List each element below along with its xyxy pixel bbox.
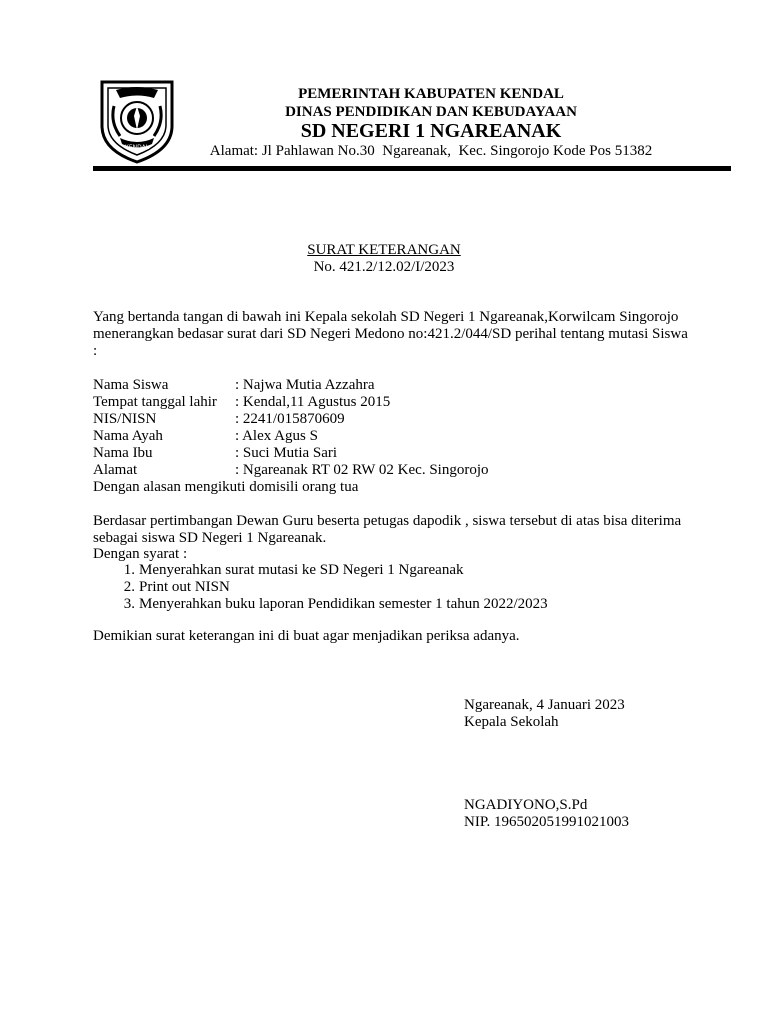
field-row-student-name <box>93 377 489 394</box>
svg-text:KENDAL: KENDAL <box>124 144 150 151</box>
closing-statement: Demikian surat keterangan ini di buat agar menjadikan periksa adanya. <box>93 628 520 644</box>
list-item <box>93 579 548 596</box>
signature-role: Kepala Sekolah <box>464 714 559 730</box>
student-details <box>93 377 489 479</box>
list-item-text: Menyerahkan surat mutasi ke SD Negeri 1 Ngareanak <box>139 562 464 578</box>
conditions-list <box>93 562 548 613</box>
letterhead-department: DINAS PENDIDIKAN DAN KEBUDAYAAN <box>285 104 577 120</box>
field-value: : 2241/015870609 <box>235 411 345 427</box>
field-value: : Kendal,11 Agustus 2015 <box>235 394 391 410</box>
transfer-reason: Dengan alasan mengikuti domisili orang tua <box>93 479 359 495</box>
field-row-birth <box>93 394 489 411</box>
signatory-nip: NIP. 196502051991021003 <box>464 814 630 830</box>
signatory-name: NGADIYONO,S.Pd <box>464 797 588 813</box>
field-label: Nama Ibu <box>93 445 153 461</box>
kendal-regency-crest-icon <box>94 76 180 164</box>
list-item-number: 3. <box>123 596 135 612</box>
field-row-address <box>93 462 489 479</box>
field-value: : Suci Mutia Sari <box>235 445 338 461</box>
list-item-text: Menyerahkan buku laporan Pendidikan semester 1 tahun 2022/2023 <box>139 596 548 612</box>
consideration-paragraph: Berdasar pertimbangan Dewan Guru beserta petugas dapodik , siswa tersebut di atas bisa diterima sebagai siswa SD Negeri 1 Ngareanak. <box>93 513 682 546</box>
field-label: Tempat tanggal lahir <box>93 394 217 410</box>
field-value: : Alex Agus S <box>235 428 318 444</box>
letterhead-address: Alamat: Jl Pahlawan No.30 Ngareanak, Kec. Singorojo Kode Pos 51382 <box>209 143 653 159</box>
letter-title: SURAT KETERANGAN <box>307 242 461 258</box>
field-label: Nama Ayah <box>93 428 163 444</box>
list-item <box>93 562 548 579</box>
list-item-number: 2. <box>123 579 135 595</box>
letterhead-government: PEMERINTAH KABUPATEN KENDAL <box>298 86 564 102</box>
field-row-father <box>93 428 489 445</box>
field-row-nis-nisn <box>93 411 489 428</box>
letterhead-school-name: SD NEGERI 1 NGAREANAK <box>300 120 562 142</box>
field-label: Alamat <box>93 462 138 478</box>
letter-number: No. 421.2/12.02/I/2023 <box>313 259 455 275</box>
list-item <box>93 596 548 613</box>
conditions-label: Dengan syarat : <box>93 546 188 562</box>
field-row-mother <box>93 445 489 462</box>
list-item-text: Print out NISN <box>139 579 230 595</box>
letterhead-divider <box>93 166 731 171</box>
field-value: : Ngareanak RT 02 RW 02 Kec. Singorojo <box>235 462 489 478</box>
list-item-number: 1. <box>123 562 135 578</box>
field-value: : Najwa Mutia Azzahra <box>235 377 375 393</box>
signature-place-date: Ngareanak, 4 Januari 2023 <box>464 697 625 713</box>
letter-intro: Yang bertanda tangan di bawah ini Kepala sekolah SD Negeri 1 Ngareanak,Korwilcam Singorojo menerangkan bedasar surat dari SD Negeri Medono no:421.2/044/SD perihal tentang mutasi Siswa : <box>93 309 688 359</box>
field-label: NIS/NISN <box>93 411 157 427</box>
field-label: Nama Siswa <box>93 377 169 393</box>
